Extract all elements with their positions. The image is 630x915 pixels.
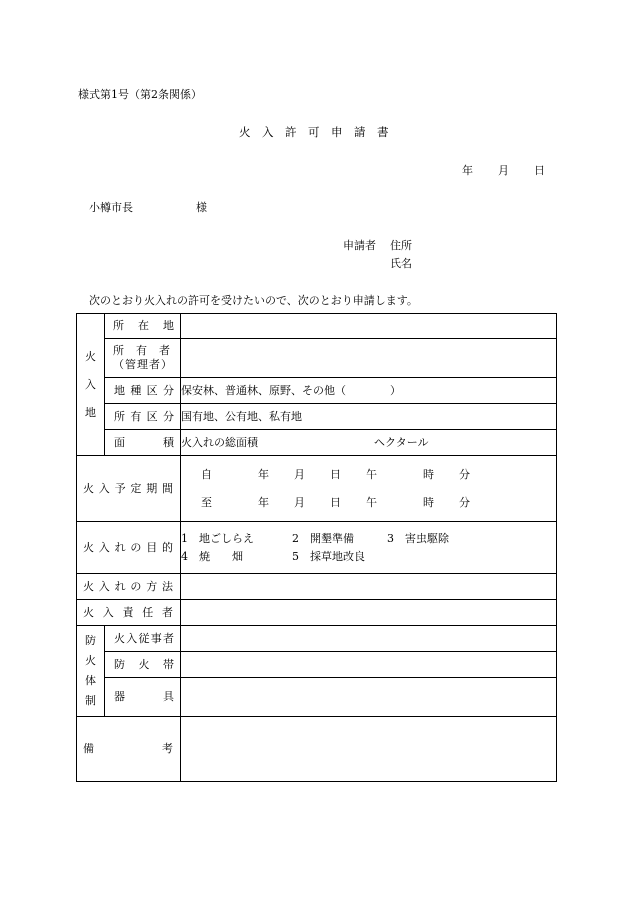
- ownership-value: 国有地、公有地、私有地: [181, 404, 557, 430]
- application-table: [76, 313, 557, 782]
- page-title: 火 入 許 可 申 請 書: [239, 125, 389, 139]
- schedule-from: 自 年 月 日 午 時 分: [201, 467, 470, 481]
- row-manager: [77, 600, 557, 626]
- workers-label: 火 入 従 事 者: [114, 631, 174, 645]
- owner-value[interactable]: [181, 339, 557, 378]
- row-workers: [77, 626, 557, 652]
- location-label: 所 在 地: [113, 319, 174, 332]
- honorific: 様: [196, 201, 207, 214]
- schedule-label: 火 入 予 定 期 間: [83, 481, 173, 495]
- area-unit: ヘクタール: [374, 435, 429, 449]
- location-value[interactable]: [181, 314, 557, 339]
- purpose-item-3: 3 害虫駆除: [387, 531, 449, 545]
- row-firebreak: [77, 652, 557, 678]
- purpose-item-1: 1 地ごしらえ: [181, 531, 254, 545]
- purpose-label: 火 入 れ の 目 的: [83, 540, 173, 554]
- manager-value[interactable]: [181, 600, 557, 626]
- address-label: 住所: [390, 239, 412, 252]
- intro-text: 次のとおり火入れの許可を受けたいので、次のとおり申請します。: [89, 294, 418, 307]
- form-number: 様式第1号（第2条関係）: [78, 88, 202, 101]
- row-remarks: [77, 717, 557, 782]
- name-label: 氏名: [390, 257, 412, 270]
- fire-group-label: 防 火 体 制: [77, 626, 105, 717]
- remarks-value[interactable]: [181, 717, 557, 782]
- land-group-label: 火 入 地: [77, 314, 105, 456]
- row-purpose: [77, 522, 557, 574]
- land-type-value: 保安林、普通林、原野、その他（ ）: [181, 378, 557, 404]
- date-month-label: 月: [498, 164, 509, 177]
- owner-label: 所 有 者: [113, 344, 170, 357]
- row-land-type: [77, 378, 557, 404]
- applicant-label: 申請者: [343, 239, 376, 252]
- addressee: 小樽市長: [89, 201, 133, 214]
- ownership-label: 所 有 区 分: [114, 409, 174, 423]
- land-type-label: 地 種 区 分: [114, 383, 174, 397]
- remarks-label: 備 考: [83, 742, 173, 755]
- date-day-label: 日: [534, 164, 545, 177]
- purpose-item-4: 4 焼 畑: [181, 549, 243, 563]
- row-method: [77, 574, 557, 600]
- equipment-label: 器 具: [114, 690, 174, 703]
- method-value[interactable]: [181, 574, 557, 600]
- row-area: [77, 430, 557, 456]
- firebreak-label: 防 火 帯: [114, 657, 174, 671]
- row-owner: [77, 339, 557, 378]
- row-schedule: [77, 456, 557, 522]
- firebreak-value[interactable]: [181, 652, 557, 678]
- purpose-item-5: 5 採草地改良: [292, 549, 365, 563]
- area-label: 面 積: [114, 435, 174, 449]
- row-ownership: [77, 404, 557, 430]
- row-equipment: [77, 678, 557, 717]
- area-value-label: 火入れの総面積: [181, 435, 258, 449]
- method-label: 火 入 れ の 方 法: [83, 579, 173, 593]
- owner-sub-label: （ 管 理 者 ）: [113, 358, 172, 371]
- purpose-item-2: 2 開墾準備: [292, 531, 354, 545]
- schedule-to: 至 年 月 日 午 時 分: [201, 495, 470, 509]
- manager-label: 火 入 責 任 者: [83, 605, 173, 619]
- date-year-label: 年: [462, 164, 473, 177]
- workers-value[interactable]: [181, 626, 557, 652]
- row-location: [77, 314, 557, 339]
- equipment-value[interactable]: [181, 678, 557, 717]
